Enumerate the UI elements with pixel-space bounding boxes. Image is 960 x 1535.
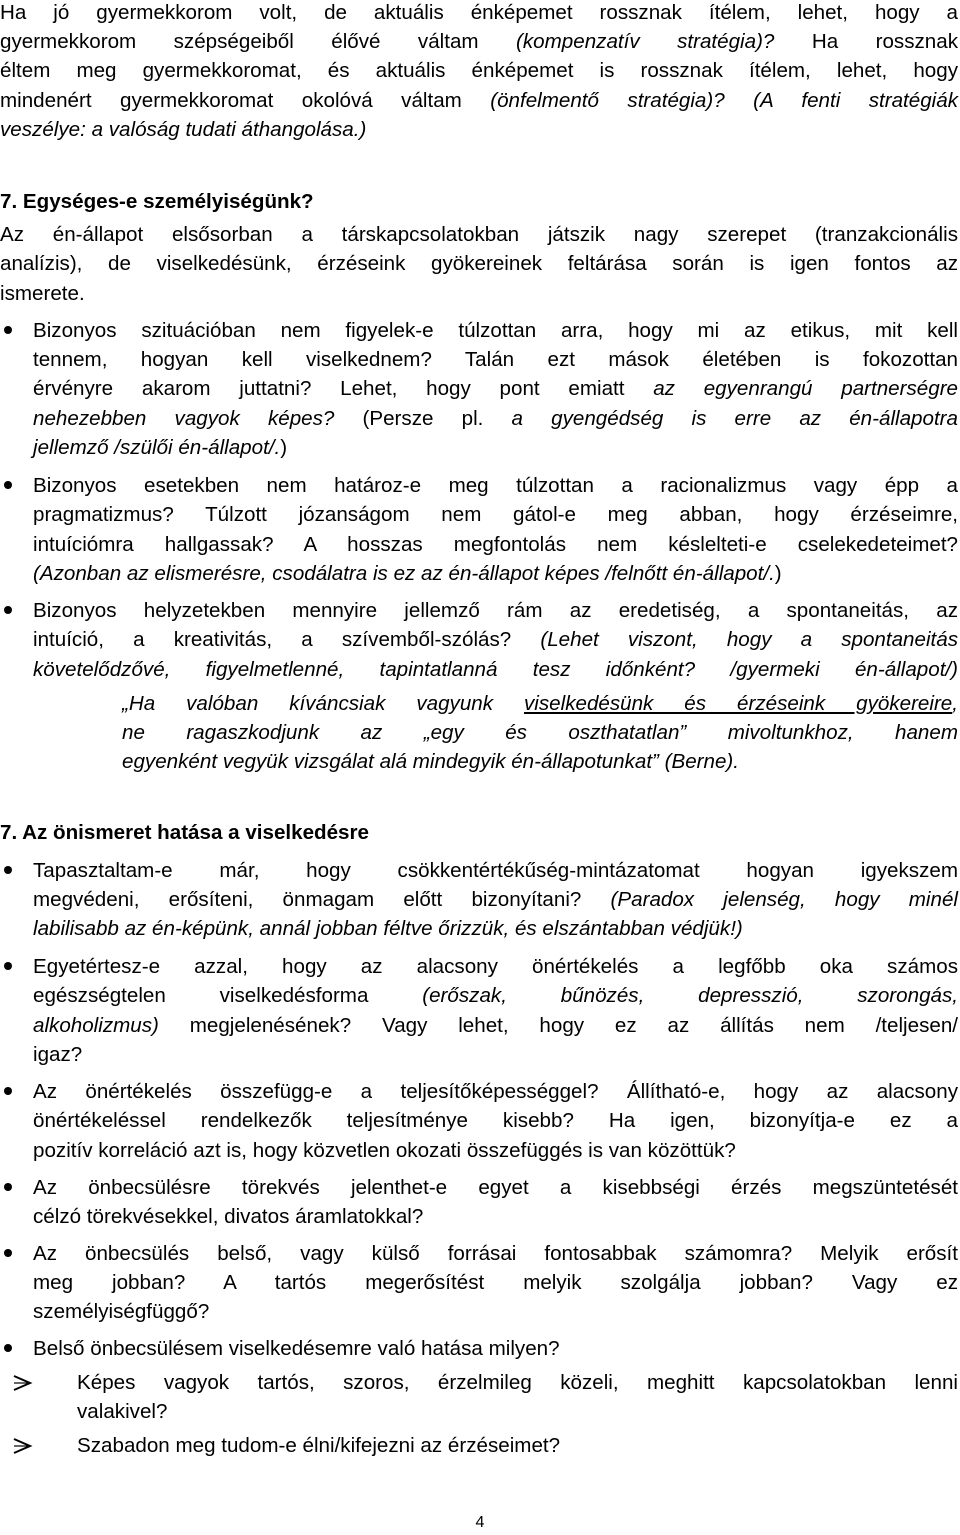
quote-line-2: ne ragaszkodjunk az „egy és oszthatatlan” mivoltunkhoz, hanem — [122, 721, 958, 744]
s2-b2-line-1: Egyetértesz-e azzal, hogy az alacsony önértékelés a legfőbb oka számos — [33, 955, 958, 978]
s1-b1-line-3: érvényre akarom juttatni? Lehet, hogy pont emiatt az egyenrangú partnerségre — [33, 377, 959, 400]
bullet-dot — [4, 962, 12, 970]
intro-line-3: éltem meg gyermekkoromat, és aktuális énképemet is rossznak ítélem, lehet, hogy — [0, 59, 958, 82]
s2-b3-line-3: pozitív korreláció azt is, hogy közvetlen okozati összefüggés is van közöttük? — [33, 1139, 736, 1162]
s1-b3-line-3: követelődzővé, figyelmetlenné, tapintatlanná tesz időnként? /gyermeki én-állapot/) — [33, 658, 958, 681]
intro-line-1: Ha jó gyermekkorom volt, de aktuális énképemet rossznak ítélem, lehet, hogy a — [0, 1, 958, 24]
s2-b6-line-1: Belső önbecsülésem viselkedésemre való hatása milyen? — [33, 1337, 560, 1360]
intro-line-4: mindenért gyermekkoromat okolóvá váltam (önfelmentő stratégia)? (A fenti stratégiák — [0, 89, 958, 112]
s1-b2-line-1: Bizonyos esetekben nem határoz-e meg túlzottan a racionalizmus vagy épp a — [33, 474, 958, 497]
s1-b1-line-5: jellemző /szülői én-állapot/.) — [33, 436, 288, 459]
s2-b1-line-2: megvédeni, erősíteni, önmagam előtt bizonyítani? (Paradox jelenség, hogy minél — [33, 888, 958, 911]
s2-b3-line-2: önértékeléssel rendelkezők teljesítménye kisebb? Ha igen, bizonyítja-e ez a — [33, 1109, 958, 1132]
section-heading-2: 7. Az önismeret hatása a viselkedésre — [0, 821, 369, 844]
s2-b2-line-3: alkoholizmus) megjelenésének? Vagy lehet, hogy ez az állítás nem /teljesen/ — [33, 1014, 958, 1037]
s2-b4-line-2: célzó törekvésekkel, divatos áramlatokkal? — [33, 1205, 424, 1228]
s2-b5-line-3: személyiségfüggő? — [33, 1300, 210, 1323]
bullet-dot — [4, 326, 12, 334]
s2-b3-line-1: Az önértékelés összefügg-e a teljesítőképességgel? Állítható-e, hogy az alacsony — [33, 1080, 958, 1103]
s2-b5-line-2: meg jobban? A tartós megerősítést melyik szolgálja jobban? Vagy ez — [33, 1271, 958, 1294]
bullet-dot — [4, 1087, 12, 1095]
s2-b4-line-1: Az önbecsülésre törekvés jelenthet-e egyet a kisebbségi érzés megszüntetését — [33, 1176, 958, 1199]
page-number: 4 — [475, 1514, 485, 1531]
s1-b2-line-2: pragmatizmus? Túlzott józanságom nem gátol-e meg abban, hogy érzéseimre, — [33, 503, 958, 526]
s2-b2-line-4: igaz? — [33, 1043, 83, 1066]
s2-b2-line-2: egészségtelen viselkedésforma (erőszak, bűnözés, depresszió, szorongás, — [33, 984, 958, 1007]
sub-item-2-line-1: Szabadon meg tudom-e élni/kifejezni az érzéseimet? — [77, 1434, 561, 1457]
s1-b1-line-4: nehezebben vagyok képes? (Persze pl. a gyengédség is erre az én-állapotra — [33, 407, 958, 430]
intro-line-2: gyermekkorom szépségeiből élővé váltam (kompenzatív stratégia)? Ha rossznak — [0, 30, 958, 53]
sub-item-1-line-2: valakivel? — [77, 1400, 168, 1423]
section1-para-line-2: analízis), de viselkedésünk, érzéseink gyökereinek feltárása során is igen fontos az — [0, 252, 958, 275]
bullet-dot — [4, 1344, 12, 1352]
s1-b2-line-3: intuíciómra hallgassak? A hosszas megfontolás nem késlelteti-e cselekedeteimet? — [33, 533, 958, 556]
s2-b1-line-3: labilisabb az én-képünk, annál jobban féltve őrizzük, és elszántabban védjük!) — [33, 917, 743, 940]
arrow-bullet-icon — [12, 1437, 34, 1455]
s2-b5-line-1: Az önbecsülés belső, vagy külső forrásai fontosabbak számomra? Melyik erősít — [33, 1242, 958, 1265]
bullet-dot — [4, 606, 12, 614]
s1-b3-line-2: intuíció, a kreativitás, a szívemből-szólás? (Lehet viszont, hogy a spontaneitás — [33, 628, 958, 651]
bullet-dot — [4, 481, 12, 489]
bullet-dot — [4, 1249, 12, 1257]
sub-item-1-line-1: Képes vagyok tartós, szoros, érzelmileg közeli, meghitt kapcsolatokban lenni — [77, 1371, 958, 1394]
s1-b3-line-1: Bizonyos helyzetekben mennyire jellemző rám az eredetiség, a spontaneitás, az — [33, 599, 958, 622]
section1-para-line-1: Az én-állapot elsősorban a társkapcsolatokban játszik nagy szerepet (tranzakcionális — [0, 223, 958, 246]
s1-b2-line-4: (Azonban az elismerésre, csodálatra is ez az én-állapot képes /felnőtt én-állapot/.) — [33, 562, 782, 585]
s2-b1-line-1: Tapasztaltam-e már, hogy csökkentértékűség-mintázatomat hogyan igyekszem — [33, 859, 958, 882]
quote-line-3: egyenként vegyük vizsgálat alá mindegyik én-állapotunkat” (Berne). — [122, 750, 740, 773]
s1-b1-line-2: tennem, hogyan kell viselkednem? Talán ezt mások életében is fokozottan — [33, 348, 958, 371]
bullet-dot — [4, 866, 12, 874]
intro-line-5: veszélye: a valóság tudati áthangolása.) — [0, 118, 367, 141]
arrow-bullet-icon — [12, 1374, 34, 1392]
section1-para-line-3: ismerete. — [0, 282, 85, 305]
quote-line-1: „Ha valóban kíváncsiak vagyunk viselkedésünk és érzéseink gyökereire, — [122, 692, 958, 715]
s1-b1-line-1: Bizonyos szituációban nem figyelek-e túlzottan arra, hogy mi az etikus, mit kell — [33, 319, 958, 342]
section-heading-1: 7. Egységes-e személyiségünk? — [0, 190, 314, 213]
bullet-dot — [4, 1183, 12, 1191]
